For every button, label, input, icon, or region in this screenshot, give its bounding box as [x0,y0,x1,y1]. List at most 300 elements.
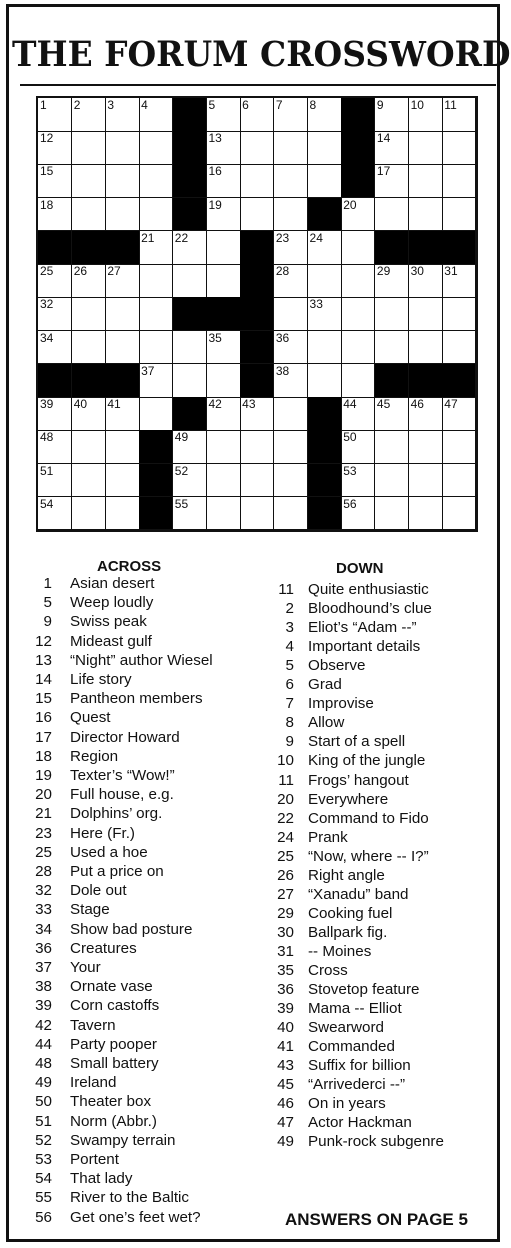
clue-text: Get one’s feet wet? [70,1208,201,1226]
grid-cell[interactable] [206,98,240,132]
clue-number: 55 [35,1189,52,1207]
grid-cell[interactable] [274,397,308,431]
grid-cell[interactable] [341,364,375,398]
grid-block [105,231,139,265]
clue-text: Dole out [70,882,127,900]
grid-cell[interactable] [206,397,240,431]
grid-cell[interactable] [375,264,409,298]
clue-number: 5 [285,657,294,675]
clue-text: Suffix for billion [308,1057,411,1075]
clue-number: 10 [277,752,294,770]
clue-number: 20 [277,790,294,808]
grid-block [173,198,207,232]
clue-text: Norm (Abbr.) [70,1112,157,1130]
clue-number: 22 [277,809,294,827]
cell-number: 54 [40,496,54,511]
cell-number: 4 [141,98,148,112]
grid-cell[interactable] [38,164,72,198]
grid-cell[interactable] [72,297,106,331]
cell-number: 6 [242,98,249,112]
grid-cell[interactable] [274,264,308,298]
grid-cell[interactable] [308,231,342,265]
grid-cell[interactable] [139,264,173,298]
grid-cell[interactable] [139,331,173,365]
clue-number: 50 [35,1093,52,1111]
grid-cell[interactable] [409,297,443,331]
clue-text: Party pooper [70,1035,157,1053]
clue-text: Swiss peak [70,613,147,631]
grid-cell[interactable] [442,198,476,232]
grid-cell[interactable] [274,497,308,531]
grid-cell[interactable] [308,164,342,198]
grid-cell[interactable] [409,164,443,198]
cell-number: 44 [343,397,357,412]
clue-text: “Arrivederci --” [308,1076,406,1094]
grid-cell[interactable] [409,331,443,365]
grid-cell[interactable] [375,397,409,431]
grid-cell[interactable] [375,164,409,198]
clue-number: 39 [35,997,52,1015]
grid-cell[interactable] [240,198,274,232]
clue-number: 25 [277,847,294,865]
clue-number: 12 [35,632,52,650]
clue-text: Command to Fido [308,809,429,827]
clue-text: Put a price on [70,863,164,880]
grid-cell[interactable] [274,297,308,331]
grid-cell[interactable] [409,98,443,132]
clue-number: 5 [43,594,52,612]
grid-cell[interactable] [341,297,375,331]
grid-cell[interactable] [38,497,72,531]
clue-text: “Night” author Wiesel [70,651,213,669]
title-divider [20,84,496,86]
clue-number: 2 [285,600,294,618]
grid-cell[interactable] [206,264,240,298]
grid-block [38,231,72,265]
clue-number: 20 [35,786,52,804]
grid-cell[interactable] [72,164,106,198]
cell-number: 13 [208,131,222,146]
clue-text: On in years [308,1095,386,1113]
cell-number: 30 [410,264,424,279]
grid-cell[interactable] [72,464,106,498]
grid-cell[interactable] [442,464,476,498]
grid-cell[interactable] [105,464,139,498]
clue-number: 23 [35,824,52,842]
grid-cell[interactable] [38,464,72,498]
clue-text: Quest [70,709,111,727]
grid-cell[interactable] [173,430,207,464]
clue-number: 13 [35,651,52,669]
grid-cell[interactable] [375,464,409,498]
cell-number: 11 [444,98,457,112]
grid-block [206,297,240,331]
grid-cell[interactable] [341,464,375,498]
grid-block [240,331,274,365]
cell-number: 31 [444,264,458,279]
clue-number: 31 [277,942,294,960]
clue-text: Portent [70,1151,119,1168]
grid-cell[interactable] [240,464,274,498]
clue-number: 41 [277,1038,294,1056]
grid-cell[interactable] [409,430,443,464]
clue-text: Life story [70,671,132,688]
cell-number: 56 [343,496,357,511]
grid-cell[interactable] [409,497,443,531]
clue-text: Cross [308,962,348,979]
grid-cell[interactable] [38,430,72,464]
cell-number: 46 [410,397,424,412]
clue-number: 29 [277,904,294,922]
clue-number: 39 [277,1000,294,1018]
clue-number: 46 [277,1095,294,1113]
grid-cell[interactable] [274,198,308,232]
grid-cell[interactable] [274,131,308,165]
grid-cell[interactable] [72,131,106,165]
grid-block [308,464,342,498]
grid-cell[interactable] [206,164,240,198]
grid-block [308,497,342,531]
clue-number: 15 [35,690,52,708]
grid-cell[interactable] [105,297,139,331]
cell-number: 27 [107,264,121,279]
clue-text: Weep loudly [70,594,154,612]
grid-cell[interactable] [105,198,139,232]
grid-cell[interactable] [139,397,173,431]
grid-block [341,131,375,165]
clue-text: “Xanadu” band [308,885,409,903]
grid-cell[interactable] [375,297,409,331]
grid-cell[interactable] [38,198,72,232]
grid-cell[interactable] [105,264,139,298]
grid-cell[interactable] [173,231,207,265]
grid-cell[interactable] [173,331,207,365]
down-heading: DOWN [336,560,384,577]
grid-cell[interactable] [206,131,240,165]
clue-text: Texter’s “Wow!” [70,767,175,784]
grid-cell[interactable] [442,430,476,464]
clue-text: Prank [308,828,348,846]
grid-cell[interactable] [206,331,240,365]
grid-cell[interactable] [105,131,139,165]
clue-number: 11 [278,581,294,598]
grid-cell[interactable] [274,164,308,198]
cell-number: 32 [40,297,54,312]
grid-cell[interactable] [409,264,443,298]
clue-number: 27 [277,885,294,903]
cell-number: 23 [275,230,290,245]
grid-block [442,231,476,265]
clue-text: Grad [308,676,342,694]
answers-note: ANSWERS ON PAGE 5 [285,1210,468,1229]
clue-number: 24 [277,828,294,846]
grid-cell[interactable] [442,164,476,198]
grid-cell[interactable] [375,98,409,132]
clue-number: 36 [277,981,294,999]
clue-text: Everywhere [308,790,389,808]
grid-cell[interactable] [409,198,443,232]
cell-number: 7 [275,98,283,112]
cell-number: 8 [309,98,317,112]
grid-block [341,98,375,132]
cell-number: 40 [73,397,88,412]
grid-cell[interactable] [38,397,72,431]
grid-cell[interactable] [442,297,476,331]
grid-cell[interactable] [206,198,240,232]
clue-number: 4 [285,638,294,656]
clue-number: 7 [285,695,294,713]
cell-number: 1 [40,98,47,112]
grid-cell[interactable] [72,331,106,365]
grid-cell[interactable] [341,231,375,265]
clue-number: 25 [35,843,52,861]
grid-cell[interactable] [442,131,476,165]
clue-number: 42 [35,1016,52,1034]
cell-number: 36 [275,330,290,345]
across-heading: ACROSS [97,558,162,575]
grid-block [409,364,443,398]
clue-text: Mideast gulf [70,632,152,650]
grid-cell[interactable] [274,98,308,132]
grid-cell[interactable] [139,231,173,265]
grid-cell[interactable] [139,131,173,165]
cell-number: 34 [40,330,54,345]
clue-text: Director Howard [70,728,180,746]
clue-text: Show bad posture [70,920,193,938]
grid-cell[interactable] [375,497,409,531]
clue-number: 21 [35,805,52,823]
grid-cell[interactable] [139,164,173,198]
clue-text: Full house, e.g. [70,786,174,804]
grid-cell[interactable] [341,497,375,531]
grid-block [240,364,274,398]
cell-number: 26 [73,264,88,279]
grid-cell[interactable] [308,264,342,298]
clue-text: Region [70,747,119,765]
grid-cell[interactable] [105,164,139,198]
grid-block [240,231,274,265]
grid-cell[interactable] [409,464,443,498]
grid-block [173,397,207,431]
clue-text: Used a hoe [70,843,148,861]
clue-text: Allow [308,714,345,732]
clue-text: Ballpark fig. [308,923,388,941]
grid-cell[interactable] [38,98,72,132]
grid-cell[interactable] [72,98,106,132]
grid-block [139,497,173,531]
grid-cell[interactable] [105,98,139,132]
clue-number: 37 [35,959,52,976]
grid-cell[interactable] [173,364,207,398]
cell-number: 45 [376,397,391,412]
grid-cell[interactable] [38,297,72,331]
grid-cell[interactable] [308,131,342,165]
cell-number: 21 [141,230,155,245]
clue-text: Mama -- Elliot [308,1000,402,1018]
grid-cell[interactable] [240,430,274,464]
grid-cell[interactable] [105,430,139,464]
grid-cell[interactable] [173,264,207,298]
cell-number: 29 [376,264,391,279]
clue-text: -- Moines [308,942,372,960]
cell-number: 22 [174,230,189,245]
clue-text: Creatures [70,939,137,957]
grid-cell[interactable] [442,397,476,431]
grid-cell[interactable] [409,131,443,165]
grid-cell[interactable] [274,231,308,265]
grid-cell[interactable] [240,497,274,531]
cell-number: 19 [208,197,222,212]
clue-text: Stage [70,901,110,919]
clue-text: Start of a spell [308,733,406,751]
grid-cell[interactable] [274,430,308,464]
grid-cell[interactable] [38,331,72,365]
cell-number: 47 [444,397,458,412]
grid-block [240,297,274,331]
grid-cell[interactable] [38,131,72,165]
clue-number: 9 [43,613,52,631]
clue-text: Quite enthusiastic [308,581,429,598]
grid-cell[interactable] [206,497,240,531]
clue-number: 18 [35,747,52,765]
grid-cell[interactable] [72,497,106,531]
grid-block [308,198,342,232]
grid-cell[interactable] [206,464,240,498]
grid-cell[interactable] [375,331,409,365]
grid-block [72,231,106,265]
clue-number: 16 [35,709,52,727]
grid-cell[interactable] [442,497,476,531]
grid-block [442,364,476,398]
clue-text: Cooking fuel [308,904,393,922]
clue-text: Pantheon members [70,690,203,708]
grid-cell[interactable] [240,164,274,198]
grid-cell[interactable] [341,430,375,464]
clue-text: Punk-rock subgenre [308,1133,444,1151]
grid-cell[interactable] [375,430,409,464]
grid-cell[interactable] [240,131,274,165]
clue-text: That lady [70,1170,133,1188]
grid-cell[interactable] [38,264,72,298]
grid-cell[interactable] [274,331,308,365]
clue-text: Ireland [70,1074,117,1092]
clue-text: Theater box [70,1093,152,1111]
grid-cell[interactable] [341,397,375,431]
grid-cell[interactable] [139,198,173,232]
grid-block [409,231,443,265]
cell-number: 39 [40,397,54,412]
grid-block [240,264,274,298]
cell-number: 38 [275,363,290,378]
grid-cell[interactable] [442,264,476,298]
grid-cell[interactable] [308,331,342,365]
grid-cell[interactable] [105,331,139,365]
grid-cell[interactable] [206,430,240,464]
clue-number: 48 [35,1055,52,1072]
clue-number: 54 [35,1170,52,1188]
clue-text: Commanded [308,1038,395,1056]
grid-cell[interactable] [274,464,308,498]
grid-block [72,364,106,398]
cell-number: 55 [174,496,189,511]
grid-cell[interactable] [341,331,375,365]
grid-cell[interactable] [105,497,139,531]
clue-number: 52 [35,1131,52,1149]
grid-cell[interactable] [139,297,173,331]
clue-text: Improvise [308,695,374,713]
grid-cell[interactable] [341,198,375,232]
clue-text: Small battery [70,1055,159,1072]
cell-number: 16 [208,164,222,179]
grid-cell[interactable] [240,98,274,132]
clue-number: 8 [285,714,294,732]
clue-text: Ornate vase [70,978,153,996]
grid-cell[interactable] [341,264,375,298]
clue-number: 33 [35,901,52,919]
cell-number: 3 [107,98,115,112]
clue-number: 47 [277,1114,294,1132]
clue-number: 17 [35,728,52,746]
grid-cell[interactable] [308,297,342,331]
grid-cell[interactable] [206,231,240,265]
clue-number: 14 [35,671,52,688]
grid-cell[interactable] [240,397,274,431]
grid-cell[interactable] [274,364,308,398]
grid-cell[interactable] [206,364,240,398]
grid-cell[interactable] [173,464,207,498]
cell-number: 25 [40,264,54,279]
grid-block [173,297,207,331]
clue-number: 32 [35,882,52,900]
clue-number: 19 [35,767,52,784]
grid-cell[interactable] [72,430,106,464]
grid-cell[interactable] [308,98,342,132]
cell-number: 35 [208,330,222,345]
grid-cell[interactable] [72,397,106,431]
clue-number: 11 [278,771,294,789]
clue-number: 49 [277,1133,294,1151]
clue-number: 6 [285,676,294,694]
grid-cell[interactable] [442,331,476,365]
clue-text: Bloodhound’s clue [308,600,432,618]
grid-cell[interactable] [72,198,106,232]
cell-number: 52 [174,463,189,478]
clue-number: 56 [35,1208,52,1226]
grid-cell[interactable] [105,397,139,431]
grid-cell[interactable] [72,264,106,298]
page-title: THE FORUM CROSSWORD [12,34,511,75]
grid-cell[interactable] [375,131,409,165]
cell-number: 10 [410,98,424,112]
grid-cell[interactable] [409,397,443,431]
grid-cell[interactable] [375,198,409,232]
grid-block [173,131,207,165]
grid-cell[interactable] [173,497,207,531]
crossword-grid [36,96,478,532]
grid-block [139,430,173,464]
grid-cell[interactable] [442,98,476,132]
grid-block [173,164,207,198]
clue-number: 38 [35,978,52,996]
grid-cell[interactable] [139,364,173,398]
cell-number: 53 [343,463,357,478]
clue-text: Here (Fr.) [70,824,135,842]
grid-cell[interactable] [139,98,173,132]
grid-cell[interactable] [308,364,342,398]
clue-text: Eliot’s “Adam --” [308,619,417,637]
clue-number: 35 [277,962,294,979]
cell-number: 41 [107,397,121,412]
